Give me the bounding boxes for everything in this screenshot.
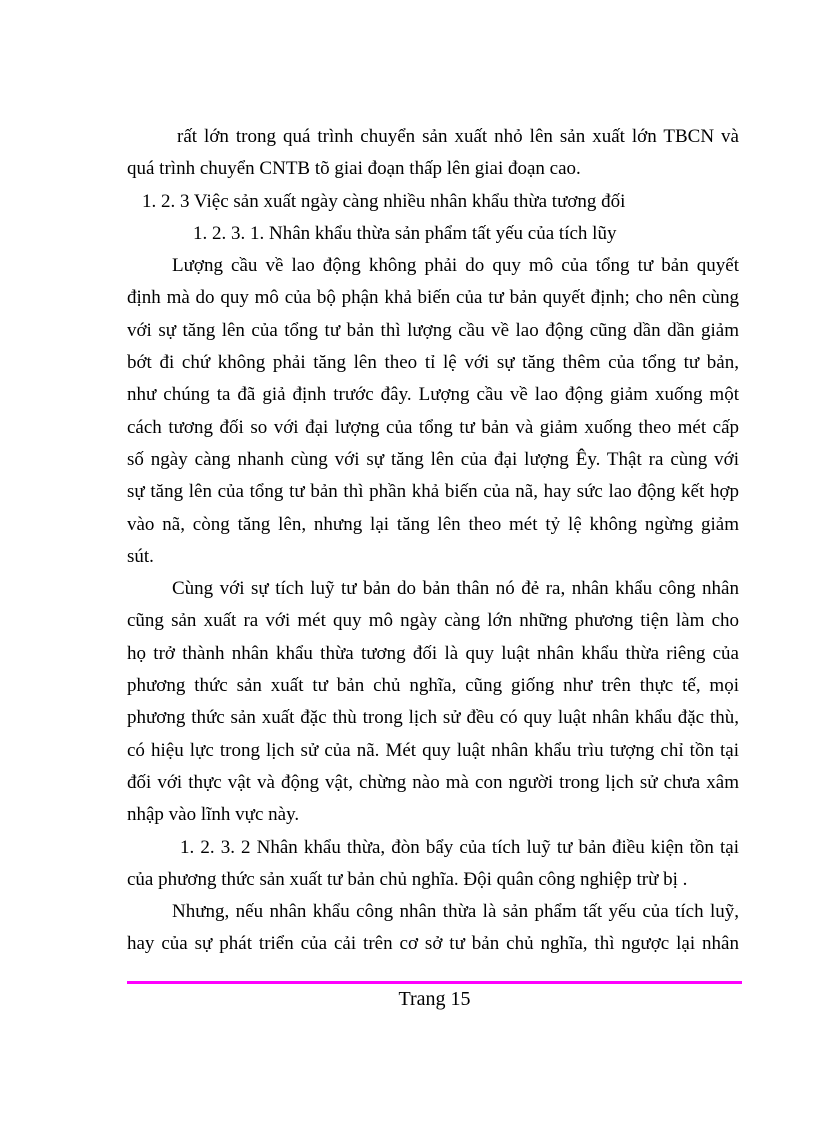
text-line: phương thức sản xuất đặc thù trong lịch sử đều có quy luật nhân khẩu đặc thù, (127, 707, 739, 729)
text-line: đối với thực vật và động vật, chừng nào mà con người trong lịch sử chưa xâm (127, 771, 739, 793)
text-line: sự tăng lên của tổng tư bản thì phần khả biến của nã, hay sức lao động kết hợp (127, 481, 739, 503)
text-line: cũng sản xuất ra với mét quy mô ngày càng lớn những phương tiện làm cho (127, 610, 739, 632)
text-line: Nhưng, nếu nhân khẩu công nhân thừa là sản phẩm tất yếu của tích luỹ, (172, 901, 739, 923)
text-line: Lượng cầu về lao động không phải do quy mô của tổng tư bản quyết (172, 255, 739, 277)
heading-line: 1. 2. 3 Việc sản xuất ngày càng nhiều nhân khẩu thừa tương đối (142, 190, 626, 212)
text-line: sút. (127, 545, 154, 567)
text-line: Cùng với sự tích luỹ tư bản do bản thân nó đẻ ra, nhân khẩu công nhân (172, 578, 739, 600)
heading-line: 1. 2. 3. 2 Nhân khẩu thừa, đòn bẩy của tích luỹ tư bản điều kiện tồn tại (180, 836, 739, 858)
text-line: hay của sự phát triển của cải trên cơ sở tư bản chủ nghĩa, thì ngược lại nhân (127, 933, 739, 955)
text-line: quá trình chuyển CNTB tõ giai đoạn thấp lên giai đoạn cao. (127, 158, 581, 180)
text-line: bớt đi chứ không phải tăng lên theo tỉ lệ với sự tăng thêm của tổng tư bản, (127, 352, 739, 374)
text-line: rất lớn trong quá trình chuyển sản xuất nhỏ lên sản xuất lớn TBCN và (177, 126, 739, 147)
text-line: họ trở thành nhân khẩu thừa tương đối là quy luật nhân khẩu thừa riêng của (127, 642, 739, 664)
text-line: của phương thức sản xuất tư bản chủ nghĩa. Đội quân công nghiệp trừ bị . (127, 868, 688, 890)
text-line: số ngày càng nhanh cùng với sự tăng lên của đại lượng Êy. Thật ra cùng với (127, 448, 739, 470)
text-line: định mà do quy mô của bộ phận khả biến của tư bản quyết định; cho nên cùng (127, 287, 739, 309)
text-line: phương thức sản xuất tư bản chủ nghĩa, cũng giống như trên thực tế, mọi (127, 675, 739, 697)
text-line: như chúng ta đã giả định trước đây. Lượng cầu về lao động giảm xuống một (127, 384, 739, 406)
page-number: Trang 15 (398, 988, 471, 1010)
document-body (127, 121, 739, 961)
text-line: có hiệu lực trong lịch sử của nã. Mét quy luật nhân khẩu trìu tượng chỉ tồn tại (127, 739, 739, 761)
text-line: với sự tăng lên của tổng tư bản thì lượng cầu về lao động cũng dần dần giảm (127, 319, 739, 341)
heading-line: 1. 2. 3. 1. Nhân khẩu thừa sản phẩm tất yếu của tích lũy (193, 222, 617, 244)
text-line: nhập vào lĩnh vực này. (127, 804, 300, 826)
text-line: vào nã, còng tăng lên, nhưng lại tăng lên theo mét tỷ lệ không ngừng giảm (127, 513, 739, 535)
text-line: cách tương đối so với đại lượng của tổng tư bản và giảm xuống theo mét cấp (127, 416, 739, 438)
